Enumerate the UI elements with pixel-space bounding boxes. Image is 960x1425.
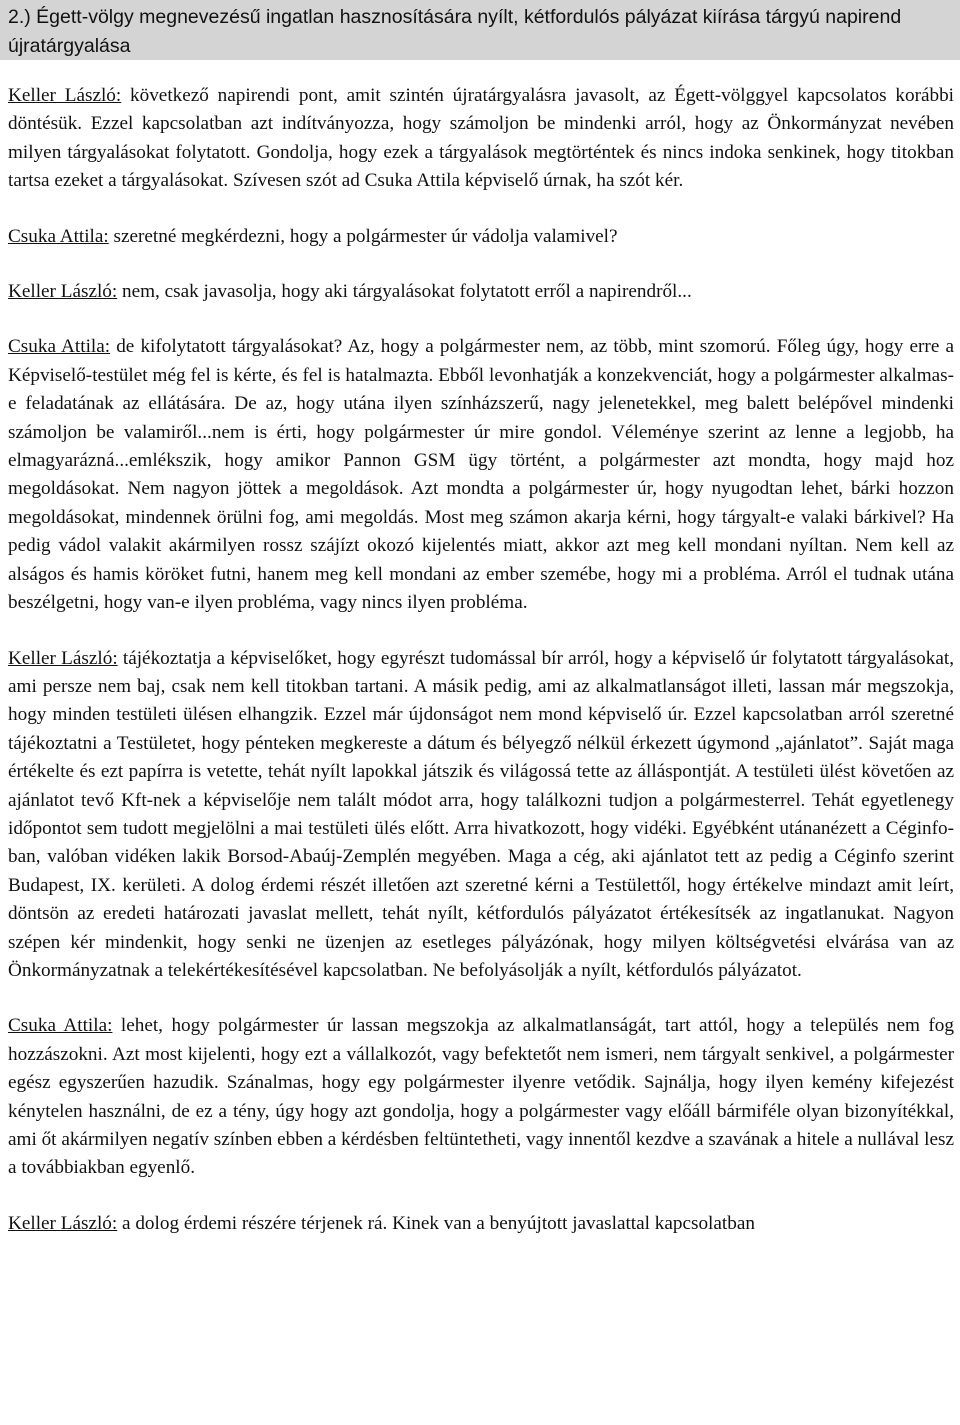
paragraph — [8, 645, 954, 986]
paragraph-text: de kifolytatott tárgyalásokat? Az, hogy a polgármester nem, az több, mint szomorú. Főleg úgy, hogy erre a Képviselő-testület még fel is kérte, és fel is hatalmazta. Ebből levonhatják a konzekvenciát, hogy a polgármester alkalmas-e feladatának az ellátására. De az, hogy utána ilyen színházszerű, nagy jelenetekkel, meg balett belépővel mindenki számoljon be valamiről...nem is érti, hogy polgármester úr mire gondol. Véleménye szerint az lenne a legjobb, ha elmagyarázná...emlékszik, hogy amikor Pannon GSM ügy történt, a polgármester azt mondta, hogy majd hoz megoldásokat. Nem nagyon jöttek a megoldások. Azt mondta a polgármester úr, hogy nyugodtan lehet, bárki hozzon megoldásokat, mindennek örülni fog, ami megoldás. Most meg számon akarja kérni, hogy tárgyalt-e valaki bárkivel? Ha pedig vádol valakit akármilyen rossz szájízt okozó kijelentés miatt, akkor azt meg kell mondani nyíltan. Nem kell az alságos és hamis köröket futni, hanem meg kell mondani az ember szemébe, hogy mi a probléma. Arról el tudnak utána beszélgetni, hogy van-e ilyen probléma, vagy nincs ilyen probléma. — [8, 336, 954, 614]
paragraph — [8, 278, 954, 306]
paragraph-text: tájékoztatja a képviselőket, hogy egyrészt tudomással bír arról, hogy a képviselő úr folytatott tárgyalásokat, ami persze nem baj, csak nem kell titokban tartani. A másik pedig, ami az alkalmatlanságot illeti, lassan már megszokja, hogy minden testületi ülésen elhangzik. Ezzel már újdonságot nem mond képviselő úr. Ezzel kapcsolatban arról szeretné tájékoztatni a Testületet, hogy pénteken megkereste a dátum és bélyegző nélkül érkezett úgymond „ajánlatot”. Saját maga értékelte és ezt papírra is vetette, tehát nyílt lapokkal játszik és világossá tette az álláspontját. A testületi ülést követően az ajánlatot tevő Kft-nek a képviselője nem talált módot arra, hogy találkozni tudjon a polgármesterrel. Tehát egyetlenegy időpontot sem tudott megjelölni a mai testületi ülés előtt. Arra hivatkozott, hogy vidéki. Egyébként utánanézett a Céginfo-ban, valóban vidéken lakik Borsod-Abaúj-Zemplén megyében. Maga a cég, aki ajánlatot tett az pedig a Céginfo szerint Budapest, IX. kerületi. A dolog érdemi részét illetően azt szeretné kérni a Testülettől, hogy értékelve mindazt amit leírt, döntsön az eredeti határozati javaslat mellett, tehát nyílt, kétfordulós pályázatot értékesítsék az ingatlanukat. Nagyon szépen kér mindenkit, hogy senki ne üzenjen az esetleges pályázónak, hogy milyen költségvetési elvárása van az Önkormányzatnak a telekértékesítésével kapcsolatban. Ne befolyásolják a nyílt, kétfordulós pályázatot. — [8, 647, 955, 981]
speaker-name: Keller László: — [8, 1212, 118, 1234]
paragraph — [8, 82, 954, 196]
paragraph — [8, 1210, 954, 1238]
speaker-name: Keller László: — [8, 85, 122, 106]
paragraph-text: nem, csak javasolja, hogy aki tárgyalásokat folytatott erről a napirendről... — [117, 281, 692, 303]
paragraph-text: a dolog érdemi részére térjenek rá. Kinek van a benyújtott javaslattal kapcsolatban — [117, 1212, 755, 1234]
paragraph — [8, 1012, 954, 1182]
speaker-name: Keller László: — [8, 647, 118, 669]
paragraph-text: szeretné megkérdezni, hogy a polgármester úr vádolja valamivel? — [108, 225, 618, 247]
agenda-heading: 2.) Égett-völgy megnevezésű ingatlan hasznosítására nyílt, kétfordulós pályázat kiírása tárgyú napirend újratárgyalása — [0, 0, 960, 60]
paragraph-text: lehet, hogy polgármester úr lassan megszokja az alkalmatlanságát, tart attól, hogy a település nem fog hozzászokni. Azt most kijelenti, hogy ezt a vállalkozót, vagy befektetőt nem ismeri, nem tárgyalt senkivel, a polgármester egész egyszerűen hazudik. Szánalmas, hogy egy polgármester ilyenre vetődik. Sajnálja, hogy ilyen kemény kifejezést kénytelen használni, de ez a tény, úgy hogy azt gondolja, hogy a polgármester vagy előáll bármiféle olyan bizonyítékkal, ami őt akármilyen negatív színben ebben a kérdésben feltüntetheti, vagy innentől kezdve a szavának a hitele a nullával lesz a továbbiakban egyenlő. — [8, 1015, 954, 1179]
paragraph — [8, 223, 954, 251]
paragraph-text: következő napirendi pont, amit szintén újratárgyalásra javasolt, az Égett-völggyel kapcsolatos korábbi döntésük. Ezzel kapcsolatban azt indítványozza, hogy számoljon be mindenki arról, hogy az Önkormányzat nevében milyen tárgyalásokat folytatott. Gondolja, hogy ezek a tárgyalások megtörténtek és nincs indoka senkinek, hogy titokban tartsa ezeket a tárgyalásokat. Szívesen szót ad Csuka Attila képviselő úrnak, ha szót kér. — [8, 85, 954, 192]
minutes-body — [8, 82, 954, 1238]
speaker-name: Keller László: — [8, 281, 118, 303]
paragraph — [8, 333, 954, 617]
speaker-name: Csuka Attila: — [8, 225, 109, 247]
speaker-name: Csuka Attila: — [8, 336, 111, 358]
speaker-name: Csuka Attila: — [8, 1015, 113, 1037]
